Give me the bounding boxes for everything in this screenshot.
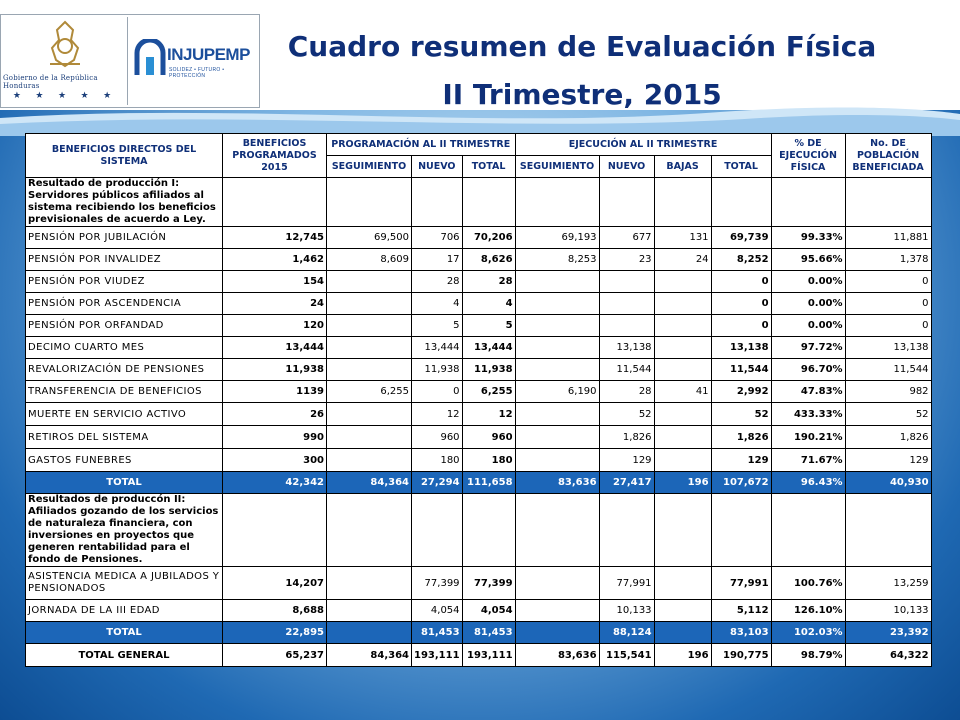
cell-enuevo [599, 271, 654, 293]
total-row [26, 472, 932, 494]
cell-enuevo: 77,991 [599, 567, 654, 600]
cell-pob: 0 [845, 293, 931, 315]
cell-seg [327, 403, 412, 426]
empty-cell [599, 178, 654, 227]
cell-prog: 11,938 [223, 359, 327, 381]
cell-eseg [515, 449, 599, 472]
cell-total: 4,054 [462, 600, 515, 622]
cell-pct: 97.72% [771, 337, 845, 359]
cell-pct: 71.67% [771, 449, 845, 472]
table-row [26, 293, 932, 315]
cell-seg: 84,364 [327, 472, 412, 494]
cell-eseg [515, 293, 599, 315]
cell-total: 8,626 [462, 249, 515, 271]
empty-cell [412, 178, 463, 227]
row-label: TOTAL GENERAL [26, 644, 223, 667]
header-seguimiento: SEGUIMIENTO [327, 156, 412, 178]
cell-enuevo: 13,138 [599, 337, 654, 359]
cell-nuevo: 17 [412, 249, 463, 271]
cell-total: 111,658 [462, 472, 515, 494]
row-label: PENSIÓN POR INVALIDEZ [26, 249, 223, 271]
section-row [26, 494, 932, 567]
cell-prog: 300 [223, 449, 327, 472]
logos-box [0, 14, 260, 108]
row-label: GASTOS FUNEBRES [26, 449, 223, 472]
cell-pob: 52 [845, 403, 931, 426]
cell-nuevo: 706 [412, 227, 463, 249]
cell-prog: 24 [223, 293, 327, 315]
cell-pob: 129 [845, 449, 931, 472]
table-row [26, 403, 932, 426]
cell-pct: 47.83% [771, 381, 845, 403]
page-title: Cuadro resumen de Evaluación Física [287, 30, 877, 63]
cell-nuevo: 5 [412, 315, 463, 337]
empty-cell [654, 178, 711, 227]
totalg-row [26, 644, 932, 667]
empty-cell [599, 494, 654, 567]
cell-enuevo: 28 [599, 381, 654, 403]
cell-prog: 8,688 [223, 600, 327, 622]
cell-eseg: 69,193 [515, 227, 599, 249]
cell-pob: 13,138 [845, 337, 931, 359]
cell-enuevo: 1,826 [599, 426, 654, 449]
cell-total: 13,444 [462, 337, 515, 359]
header-nuevo-ejec: NUEVO [599, 156, 654, 178]
cell-bajas: 196 [654, 472, 711, 494]
table-row [26, 381, 932, 403]
cell-total: 28 [462, 271, 515, 293]
cell-seg [327, 293, 412, 315]
cell-total: 5 [462, 315, 515, 337]
cell-total: 11,938 [462, 359, 515, 381]
cell-total: 77,399 [462, 567, 515, 600]
cell-pct: 95.66% [771, 249, 845, 271]
cell-pob: 11,881 [845, 227, 931, 249]
cell-pob: 0 [845, 315, 931, 337]
cell-seg [327, 449, 412, 472]
cell-eseg [515, 271, 599, 293]
cell-bajas [654, 293, 711, 315]
logo-injupemp-name: INJUPEMP [167, 45, 250, 64]
empty-cell [771, 494, 845, 567]
empty-cell [223, 494, 327, 567]
cell-total: 81,453 [462, 622, 515, 644]
cell-pob: 23,392 [845, 622, 931, 644]
cell-pob: 10,133 [845, 600, 931, 622]
cell-enuevo: 88,124 [599, 622, 654, 644]
cell-seg [327, 271, 412, 293]
cell-seg [327, 622, 412, 644]
cell-etotal: 8,252 [711, 249, 771, 271]
row-label: TOTAL [26, 622, 223, 644]
cell-eseg: 6,190 [515, 381, 599, 403]
cell-pct: 99.33% [771, 227, 845, 249]
cell-etotal: 52 [711, 403, 771, 426]
empty-cell [711, 178, 771, 227]
cell-bajas [654, 315, 711, 337]
cell-nuevo: 0 [412, 381, 463, 403]
table-row [26, 449, 932, 472]
cell-nuevo: 180 [412, 449, 463, 472]
table-row [26, 600, 932, 622]
header-beneficios: BENEFICIOS DIRECTOS DEL SISTEMA [26, 134, 223, 178]
cell-prog: 13,444 [223, 337, 327, 359]
cell-nuevo: 13,444 [412, 337, 463, 359]
cell-seg [327, 426, 412, 449]
cell-bajas: 131 [654, 227, 711, 249]
cell-pct: 126.10% [771, 600, 845, 622]
cell-seg: 8,609 [327, 249, 412, 271]
row-label: ASISTENCIA MEDICA A JUBILADOS Y PENSIONADOS [26, 567, 223, 600]
cell-pct: 102.03% [771, 622, 845, 644]
header-nuevo: NUEVO [412, 156, 463, 178]
cell-bajas [654, 359, 711, 381]
cell-etotal: 0 [711, 315, 771, 337]
cell-pob: 13,259 [845, 567, 931, 600]
injupemp-symbol-icon [133, 39, 167, 79]
cell-etotal: 0 [711, 271, 771, 293]
total-row [26, 622, 932, 644]
table-row [26, 315, 932, 337]
cell-prog: 120 [223, 315, 327, 337]
cell-etotal: 5,112 [711, 600, 771, 622]
cell-etotal: 1,826 [711, 426, 771, 449]
cell-enuevo: 115,541 [599, 644, 654, 667]
cell-pct: 0.00% [771, 315, 845, 337]
empty-cell [771, 178, 845, 227]
table-row [26, 567, 932, 600]
empty-cell [223, 178, 327, 227]
cell-etotal: 107,672 [711, 472, 771, 494]
cell-prog: 12,745 [223, 227, 327, 249]
cell-total: 70,206 [462, 227, 515, 249]
cell-bajas [654, 271, 711, 293]
cell-bajas: 24 [654, 249, 711, 271]
cell-bajas [654, 600, 711, 622]
cell-pct: 96.70% [771, 359, 845, 381]
cell-prog: 65,237 [223, 644, 327, 667]
cell-bajas: 41 [654, 381, 711, 403]
cell-prog: 990 [223, 426, 327, 449]
cell-pct: 96.43% [771, 472, 845, 494]
table-row [26, 271, 932, 293]
cell-enuevo: 677 [599, 227, 654, 249]
header-programados: BENEFICIOS PROGRAMADOS 2015 [223, 134, 327, 178]
empty-cell [327, 178, 412, 227]
empty-cell [462, 494, 515, 567]
cell-eseg: 8,253 [515, 249, 599, 271]
cell-pct: 100.76% [771, 567, 845, 600]
cell-pob: 11,544 [845, 359, 931, 381]
cell-pob: 982 [845, 381, 931, 403]
cell-prog: 26 [223, 403, 327, 426]
cell-pob: 40,930 [845, 472, 931, 494]
row-label: REVALORIZACIÓN DE PENSIONES [26, 359, 223, 381]
cell-pob: 64,322 [845, 644, 931, 667]
page-subtitle: II Trimestre, 2015 [442, 78, 722, 111]
cell-total: 4 [462, 293, 515, 315]
cell-enuevo [599, 293, 654, 315]
cell-etotal: 0 [711, 293, 771, 315]
cell-bajas [654, 622, 711, 644]
cell-total: 193,111 [462, 644, 515, 667]
cell-seg [327, 337, 412, 359]
cell-etotal: 129 [711, 449, 771, 472]
cell-prog: 1139 [223, 381, 327, 403]
row-label: PENSIÓN POR JUBILACIÓN [26, 227, 223, 249]
cell-pct: 98.79% [771, 644, 845, 667]
row-label: RETIROS DEL SISTEMA [26, 426, 223, 449]
cell-eseg [515, 337, 599, 359]
cell-nuevo: 193,111 [412, 644, 463, 667]
cell-seg: 6,255 [327, 381, 412, 403]
table-row [26, 249, 932, 271]
row-label: TRANSFERENCIA DE BENEFICIOS [26, 381, 223, 403]
evaluation-table [25, 133, 932, 667]
cell-nuevo: 11,938 [412, 359, 463, 381]
cell-etotal: 190,775 [711, 644, 771, 667]
empty-cell [654, 494, 711, 567]
empty-cell [327, 494, 412, 567]
empty-cell [711, 494, 771, 567]
cell-total: 12 [462, 403, 515, 426]
header-pct: % DE EJECUCIÓN FÍSICA [771, 134, 845, 178]
cell-etotal: 13,138 [711, 337, 771, 359]
row-label: TOTAL [26, 472, 223, 494]
cell-etotal: 2,992 [711, 381, 771, 403]
cell-prog: 1,462 [223, 249, 327, 271]
cell-enuevo: 23 [599, 249, 654, 271]
cell-seg [327, 567, 412, 600]
table-row [26, 337, 932, 359]
cell-bajas [654, 403, 711, 426]
cell-nuevo: 4,054 [412, 600, 463, 622]
header-seguimiento-ejec: SEGUIMIENTO [515, 156, 599, 178]
row-label: JORNADA DE LA III EDAD [26, 600, 223, 622]
cell-pob: 1,378 [845, 249, 931, 271]
cell-pob: 0 [845, 271, 931, 293]
cell-etotal: 83,103 [711, 622, 771, 644]
cell-eseg: 83,636 [515, 644, 599, 667]
cell-pct: 433.33% [771, 403, 845, 426]
cell-etotal: 77,991 [711, 567, 771, 600]
cell-nuevo: 4 [412, 293, 463, 315]
row-label: MUERTE EN SERVICIO ACTIVO [26, 403, 223, 426]
empty-cell [845, 494, 931, 567]
cell-eseg [515, 403, 599, 426]
cell-enuevo: 129 [599, 449, 654, 472]
empty-cell [462, 178, 515, 227]
empty-cell [515, 494, 599, 567]
cell-etotal: 69,739 [711, 227, 771, 249]
header-total: TOTAL [462, 156, 515, 178]
cell-enuevo: 27,417 [599, 472, 654, 494]
header-ejecucion: EJECUCIÓN AL II TRIMESTRE [515, 134, 771, 156]
header-total-ejec: TOTAL [711, 156, 771, 178]
cell-enuevo [599, 315, 654, 337]
cell-total: 6,255 [462, 381, 515, 403]
section-row [26, 178, 932, 227]
cell-nuevo: 77,399 [412, 567, 463, 600]
header-poblacion: No. DE POBLACIÓN BENEFICIADA [845, 134, 931, 178]
cell-seg [327, 315, 412, 337]
cell-nuevo: 81,453 [412, 622, 463, 644]
cell-seg [327, 600, 412, 622]
cell-etotal: 11,544 [711, 359, 771, 381]
cell-prog: 154 [223, 271, 327, 293]
row-label: PENSIÓN POR VIUDEZ [26, 271, 223, 293]
cell-bajas [654, 567, 711, 600]
row-label: PENSIÓN POR ASCENDENCIA [26, 293, 223, 315]
header-bajas: BAJAS [654, 156, 711, 178]
cell-pob: 1,826 [845, 426, 931, 449]
logo-gob-text: Gobierno de la República Honduras [3, 74, 98, 90]
cell-eseg [515, 359, 599, 381]
cell-pct: 0.00% [771, 293, 845, 315]
cell-enuevo: 11,544 [599, 359, 654, 381]
cell-bajas [654, 426, 711, 449]
empty-cell [845, 178, 931, 227]
cell-enuevo: 52 [599, 403, 654, 426]
cell-prog: 14,207 [223, 567, 327, 600]
cell-total: 960 [462, 426, 515, 449]
row-label: PENSIÓN POR ORFANDAD [26, 315, 223, 337]
stars-icon: ★ ★ ★ ★ ★ [12, 90, 118, 100]
cell-eseg [515, 567, 599, 600]
cell-nuevo: 960 [412, 426, 463, 449]
cell-pct: 190.21% [771, 426, 845, 449]
table-row [26, 227, 932, 249]
header-programacion: PROGRAMACIÓN AL II TRIMESTRE [327, 134, 516, 156]
cell-pct: 0.00% [771, 271, 845, 293]
cell-bajas [654, 337, 711, 359]
cell-nuevo: 12 [412, 403, 463, 426]
cell-eseg [515, 622, 599, 644]
row-label: DECIMO CUARTO MES [26, 337, 223, 359]
cell-enuevo: 10,133 [599, 600, 654, 622]
cell-seg [327, 359, 412, 381]
empty-cell [412, 494, 463, 567]
logo-injupemp-slogan: SOLIDEZ • FUTURO • PROTECCIÓN [169, 67, 225, 79]
cell-eseg [515, 315, 599, 337]
logo-gobierno [3, 17, 128, 105]
cell-prog: 42,342 [223, 472, 327, 494]
cell-bajas [654, 449, 711, 472]
cell-prog: 22,895 [223, 622, 327, 644]
cell-eseg: 83,636 [515, 472, 599, 494]
logo-injupemp [131, 37, 257, 87]
cell-seg: 69,500 [327, 227, 412, 249]
empty-cell [515, 178, 599, 227]
coat-of-arms-icon [42, 20, 88, 70]
section-description: Resultado de producción I: Servidores públicos afiliados al sistema recibiendo los beneficios previsionales de acuerdo a Ley. [26, 178, 223, 227]
cell-seg: 84,364 [327, 644, 412, 667]
table-row [26, 359, 932, 381]
section-description: Resultados de produccón II: Afiliados gozando de los servicios de naturaleza financiera, con inversiones en proyectos que generen rentabilidad para el fondo de Pensiones. [26, 494, 223, 567]
cell-nuevo: 28 [412, 271, 463, 293]
table-row [26, 426, 932, 449]
cell-nuevo: 27,294 [412, 472, 463, 494]
cell-bajas: 196 [654, 644, 711, 667]
cell-eseg [515, 426, 599, 449]
cell-eseg [515, 600, 599, 622]
cell-total: 180 [462, 449, 515, 472]
